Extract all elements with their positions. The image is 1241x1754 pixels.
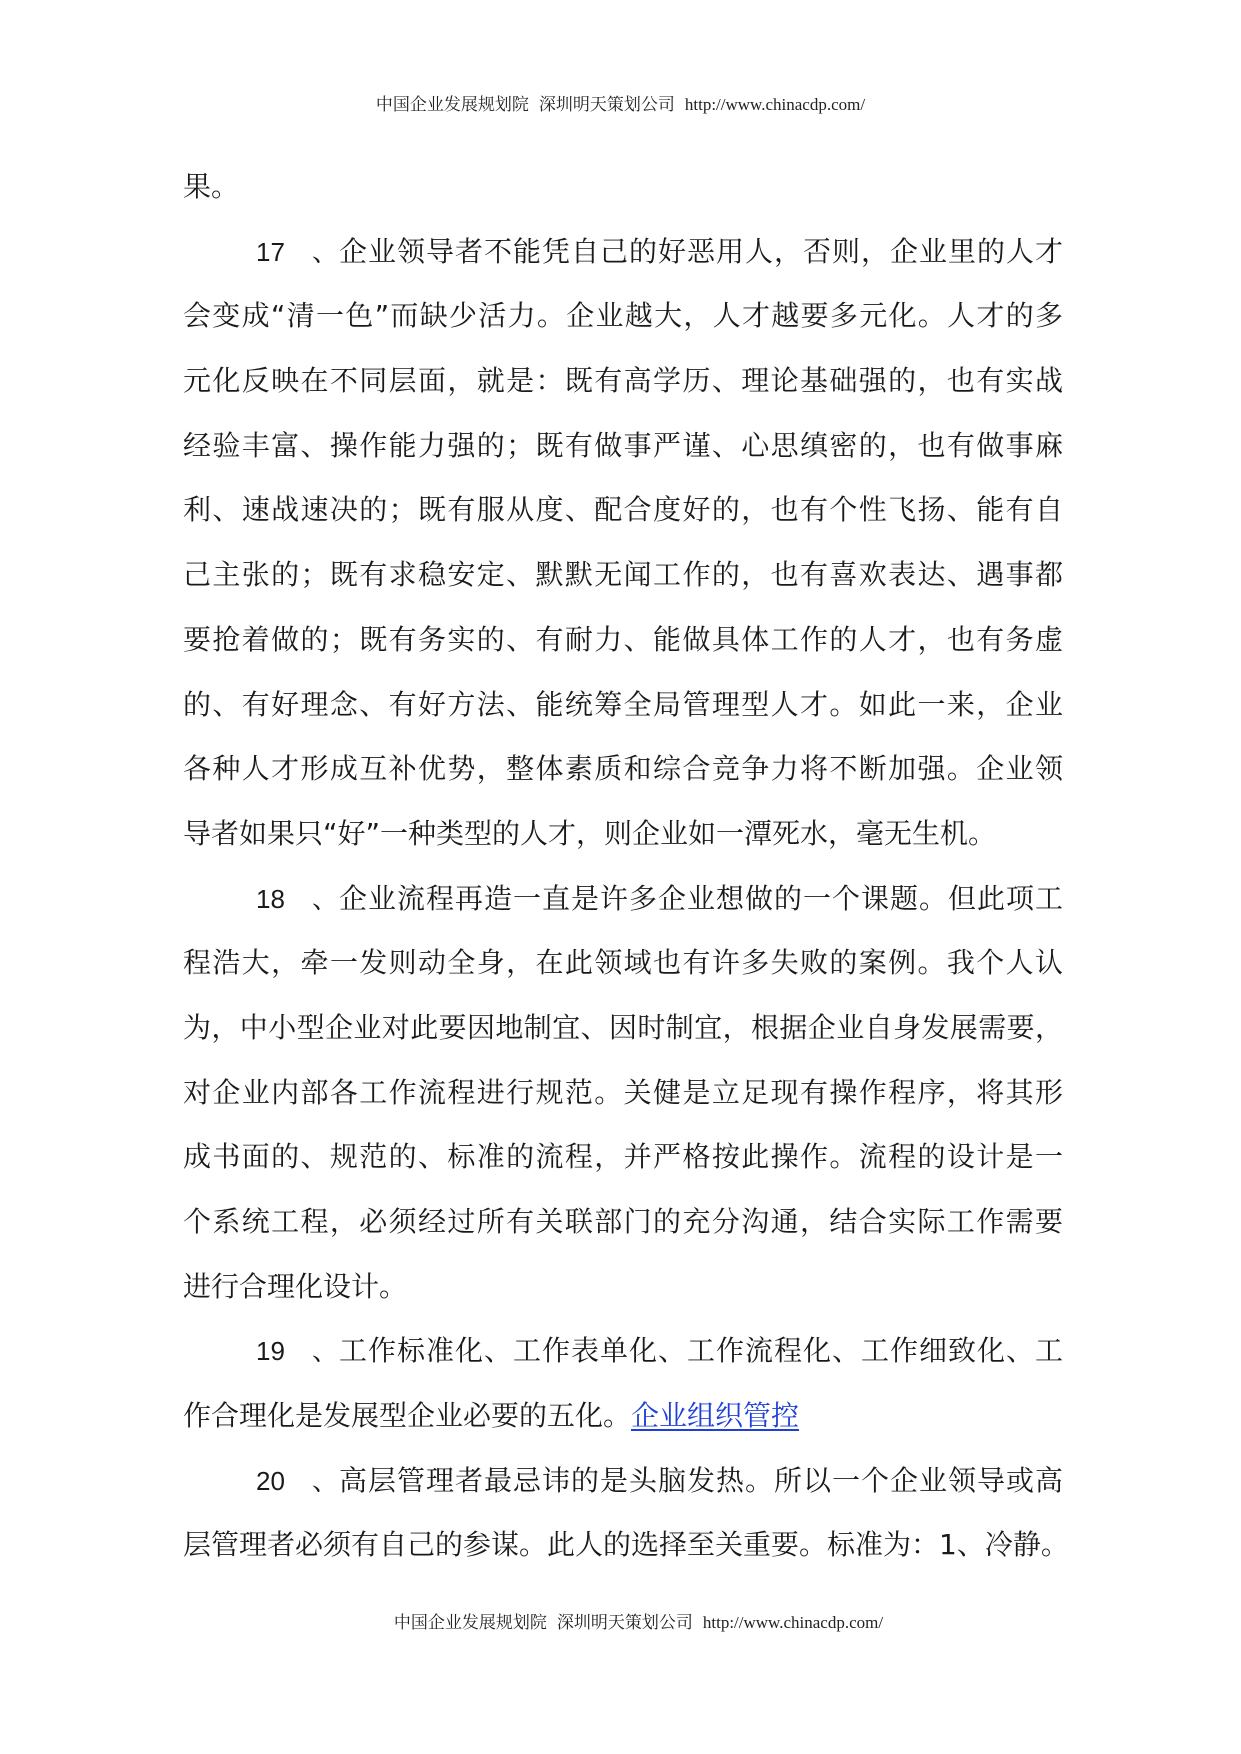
paragraph-18-line-4: 对企业内部各工作流程进行规范。关健是立足现有操作程序，将其形 — [183, 1075, 1063, 1109]
paragraph-20 — [183, 1449, 1069, 1578]
paragraph-17 — [183, 220, 1063, 867]
paragraph-17-line-3: 元化反映在不同层面，就是：既有高学历、理论基础强的，也有实战 — [183, 364, 1063, 398]
footer-url: http://www.chinacdp.com/ — [702, 1613, 884, 1632]
footer-org-1: 中国企业发展规划院 — [393, 1613, 547, 1633]
paragraph-19 — [183, 1319, 1063, 1448]
paragraph-17-line-10: 导者如果只“好”一种类型的人才，则企业如一潭死水，毫无生机。 — [183, 816, 997, 850]
paragraph-17-first-line — [183, 220, 1063, 285]
paragraph-17-line-4: 经验丰富、操作能力强的；既有做事严谨、心思缜密的，也有做事麻 — [183, 428, 1063, 462]
page-footer — [18, 1608, 1241, 1633]
paragraph-19-line-2-wrap — [183, 1384, 1063, 1449]
paragraph-18-line-2: 程浩大，牵一发则动全身，在此领域也有许多失败的案例。我个人认 — [183, 946, 1063, 980]
footer-org-2: 深圳明天策划公司 — [556, 1613, 693, 1633]
paragraph-19-first-line — [183, 1319, 1063, 1384]
paragraph-17-line-8: 的、有好理念、有好方法、能统筹全局管理型人才。如此一来，企业 — [183, 687, 1063, 721]
paragraph-20-number: 20、 — [256, 1465, 338, 1496]
paragraph-17-line-1: 企业领导者不能凭自己的好恶用人，否则，企业里的人才 — [338, 234, 1063, 268]
header-org-2: 深圳明天策划公司 — [538, 95, 675, 115]
paragraph-17-line-5: 利、速战速决的；既有服从度、配合度好的，也有个性飞扬、能有自 — [183, 493, 1063, 527]
paragraph-17-number: 17、 — [256, 236, 338, 267]
paragraph-19-number: 19、 — [256, 1336, 338, 1367]
paragraph-18-number: 18、 — [256, 883, 338, 914]
paragraph-18-line-1: 企业流程再造一直是许多企业想做的一个课题。但此项工 — [338, 881, 1063, 915]
enterprise-control-link[interactable]: 企业组织管控 — [631, 1399, 800, 1433]
paragraph-18-line-5: 成书面的、规范的、标准的流程，并严格按此操作。流程的设计是一 — [183, 1140, 1063, 1174]
paragraph-18-line-7: 进行合理化设计。 — [183, 1269, 408, 1303]
paragraph-17-line-6: 己主张的；既有求稳安定、默默无闻工作的，也有喜欢表达、遇事都 — [183, 558, 1063, 592]
paragraph-20-first-line — [183, 1449, 1063, 1514]
paragraph-19-line-1: 工作标准化、工作表单化、工作流程化、工作细致化、工 — [338, 1334, 1063, 1368]
paragraph-17-line-9: 各种人才形成互补优势，整体素质和综合竞争力将不断加强。企业领 — [183, 752, 1063, 786]
document-body — [183, 155, 1069, 1578]
carry-over-line: 果。 — [183, 170, 240, 203]
paragraph-18-first-line — [183, 867, 1063, 932]
paragraph-19-line-2: 作合理化是发展型企业必要的五化。 — [183, 1399, 632, 1433]
page-header — [0, 90, 1241, 115]
paragraph-20-line-2: 层管理者必须有自己的参谋。此人的选择至关重要。标准为：1、冷静。 — [183, 1528, 1069, 1562]
paragraph-17-line-2: 会变成“清一色”而缺少活力。企业越大，人才越要多元化。人才的多 — [183, 299, 1063, 333]
paragraph-18 — [183, 867, 1063, 1320]
paragraph-17-line-7: 要抢着做的；既有务实的、有耐力、能做具体工作的人才，也有务虚 — [183, 622, 1063, 656]
paragraph-20-line-1: 高层管理者最忌讳的是头脑发热。所以一个企业领导或高 — [338, 1463, 1063, 1497]
paragraph-18-line-6: 个系统工程，必须经过所有关联部门的充分沟通，结合实际工作需要 — [183, 1205, 1063, 1238]
header-url: http://www.chinacdp.com/ — [684, 95, 866, 114]
paragraph-18-line-3: 为，中小型企业对此要因地制宜、因时制宜，根据企业自身发展需要， — [183, 1010, 1063, 1044]
header-org-1: 中国企业发展规划院 — [375, 95, 529, 115]
